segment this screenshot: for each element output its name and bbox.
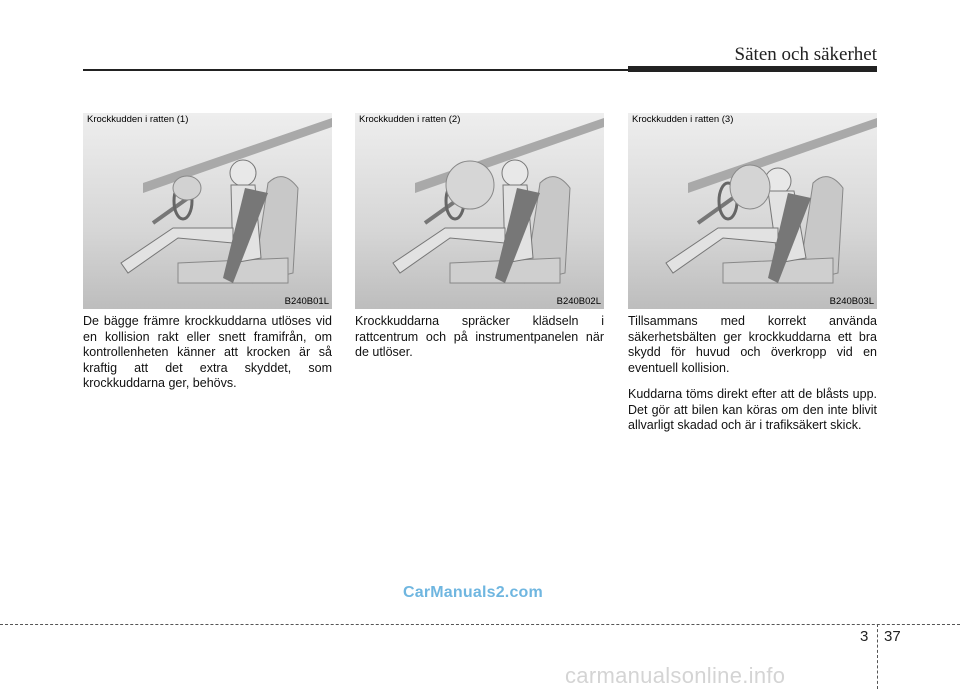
paragraph: De bägge främre krockkuddarna utlöses vid en kollision rakt eller snett framifrån, om kontrollenheten känner att krocken är så kraftig att det extra skyddet, som krockkuddarna ger, behövs. (83, 314, 332, 390)
text-column-2 (355, 314, 604, 372)
figure-airbag-2 (355, 113, 604, 309)
figure-caption: Krockkudden i ratten (1) (87, 114, 189, 125)
header-rule-thick (628, 66, 877, 72)
text-column-1 (83, 314, 332, 403)
chapter-number: 3 (860, 628, 869, 645)
site-watermark: carmanualsonline.info (565, 663, 786, 688)
page-number: 37 (884, 628, 901, 645)
figure-code: B240B01L (284, 296, 329, 307)
figure-caption: Krockkudden i ratten (3) (632, 114, 734, 125)
figure-code: B240B02L (556, 296, 601, 307)
figure-caption: Krockkudden i ratten (2) (359, 114, 461, 125)
page-number-divider (877, 624, 878, 689)
airbag-illustration-3 (628, 113, 877, 309)
airbag-illustration-1 (83, 113, 332, 309)
airbag (446, 161, 494, 209)
paragraph: Krockkuddarna spräcker klädseln i rattcentrum och på instrumentpanelen när de utlöser. (355, 314, 604, 359)
figure-code: B240B03L (829, 296, 874, 307)
carmanuals-watermark: CarManuals2.com (403, 584, 543, 601)
page-header-title: Säten och säkerhet (734, 44, 877, 65)
occupant-head (502, 160, 528, 186)
airbag-illustration-2 (355, 113, 604, 309)
airbag (730, 165, 770, 209)
occupant-head (230, 160, 256, 186)
figure-airbag-3 (628, 113, 877, 309)
airbag (173, 176, 201, 200)
header-rule-thin (83, 69, 628, 71)
paragraph: Tillsammans med korrekt använda säkerhetsbälten ger krockkuddarna ett bra skydd för huvud och överkropp vid en eventuell kollision. (628, 314, 877, 375)
text-column-3 (628, 314, 877, 445)
footer-rule (0, 624, 960, 625)
figure-airbag-1 (83, 113, 332, 309)
paragraph: Kuddarna töms direkt efter att de blåsts upp. Det gör att bilen kan köras om den inte blivit allvarligt skadad och är i trafiksäkert skick. (628, 387, 877, 432)
